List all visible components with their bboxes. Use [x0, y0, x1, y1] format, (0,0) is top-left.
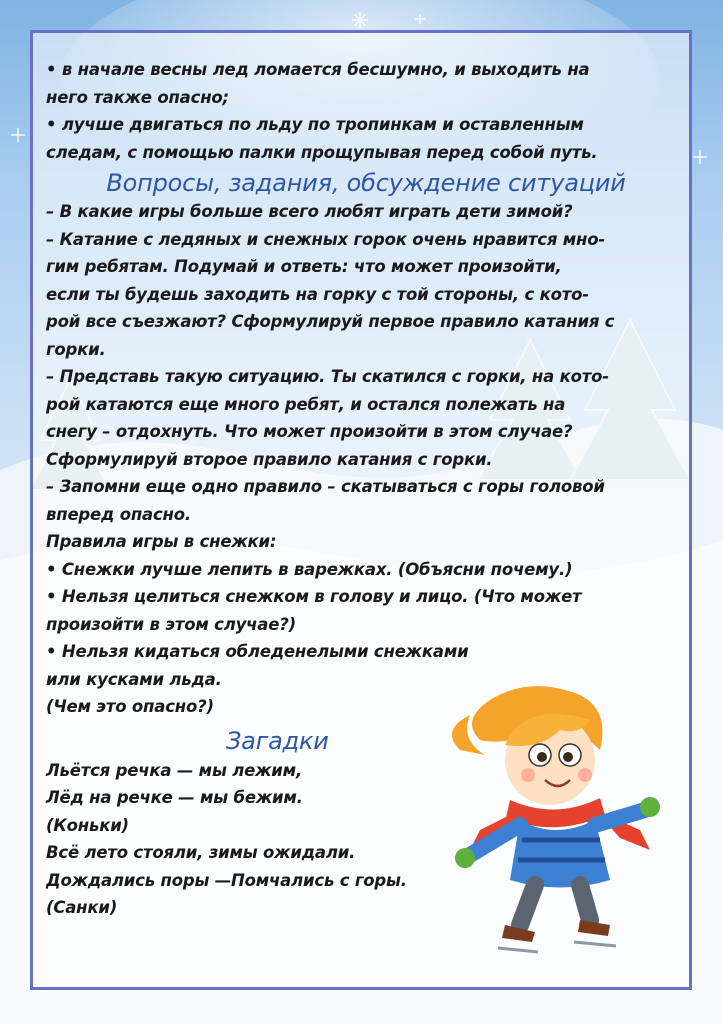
text-line: Всё лето стояли, зимы ожидали. — [46, 843, 356, 862]
riddles-heading: Загадки — [226, 726, 329, 755]
text-line: – Катание с ледяных и снежных горок очень нравится мно- — [46, 229, 606, 249]
text-line: снегу – отдохнуть. Что может произойти в этом случае? — [46, 422, 573, 441]
text-line: (Санки) — [46, 898, 118, 917]
text-line: вперед опасно. — [46, 504, 191, 524]
text-line: Льётся речка — мы лежим, — [46, 760, 303, 780]
text-line: • лучше двигаться по льду по тропинкам и оставленным — [46, 115, 584, 134]
text-line: (Чем это опасно?) — [46, 697, 214, 716]
text-line: если ты будешь заходить на горку с той стороны, с кото- — [46, 284, 589, 304]
text-line: • Нельзя целиться снежком в голову и лицо. (Что может — [46, 587, 582, 606]
text-line: • Снежки лучше лепить в варежках. (Объясни почему.) — [46, 559, 573, 579]
text-line: (Коньки) — [46, 815, 129, 835]
text-line: • в начале весны лед ломается бесшумно, и выходить на — [46, 60, 590, 79]
text-line: горки. — [46, 339, 106, 359]
text-line: – Запомни еще одно правило – скатываться с горы головой — [46, 477, 605, 496]
text-line: Правила игры в снежки: — [46, 532, 277, 551]
skating-girl-illustration — [440, 680, 680, 960]
text-line: рой все съезжают? Сформулируй первое правило катания с — [46, 312, 615, 331]
text-line: Дождались поры —Помчались с горы. — [46, 870, 407, 890]
text-line: следам, с помощью палки прощупывая перед собой путь. — [46, 142, 598, 162]
text-line: • Нельзя кидаться обледенелыми снежками — [46, 642, 469, 661]
text-line: Лёд на речке — мы бежим. — [46, 788, 303, 807]
text-line: гим ребятам. Подумай и ответь: что может произойти, — [46, 257, 562, 276]
text-line: рой катаются еще много ребят, и остался полежать на — [46, 394, 566, 414]
text-line: него также опасно; — [46, 87, 229, 107]
text-line: – Представь такую ситуацию. Ты скатился с горки, на кото- — [46, 367, 609, 386]
text-line: – В какие игры больше всего любят играть дети зимой? — [46, 202, 573, 221]
text-line: или кусками льда. — [46, 669, 222, 689]
text-line: Сформулируй второе правило катания с горки. — [46, 449, 493, 469]
text-line: произойти в этом случае?) — [46, 614, 296, 634]
questions-heading: Вопросы, задания, обсуждение ситуаций — [106, 169, 626, 197]
